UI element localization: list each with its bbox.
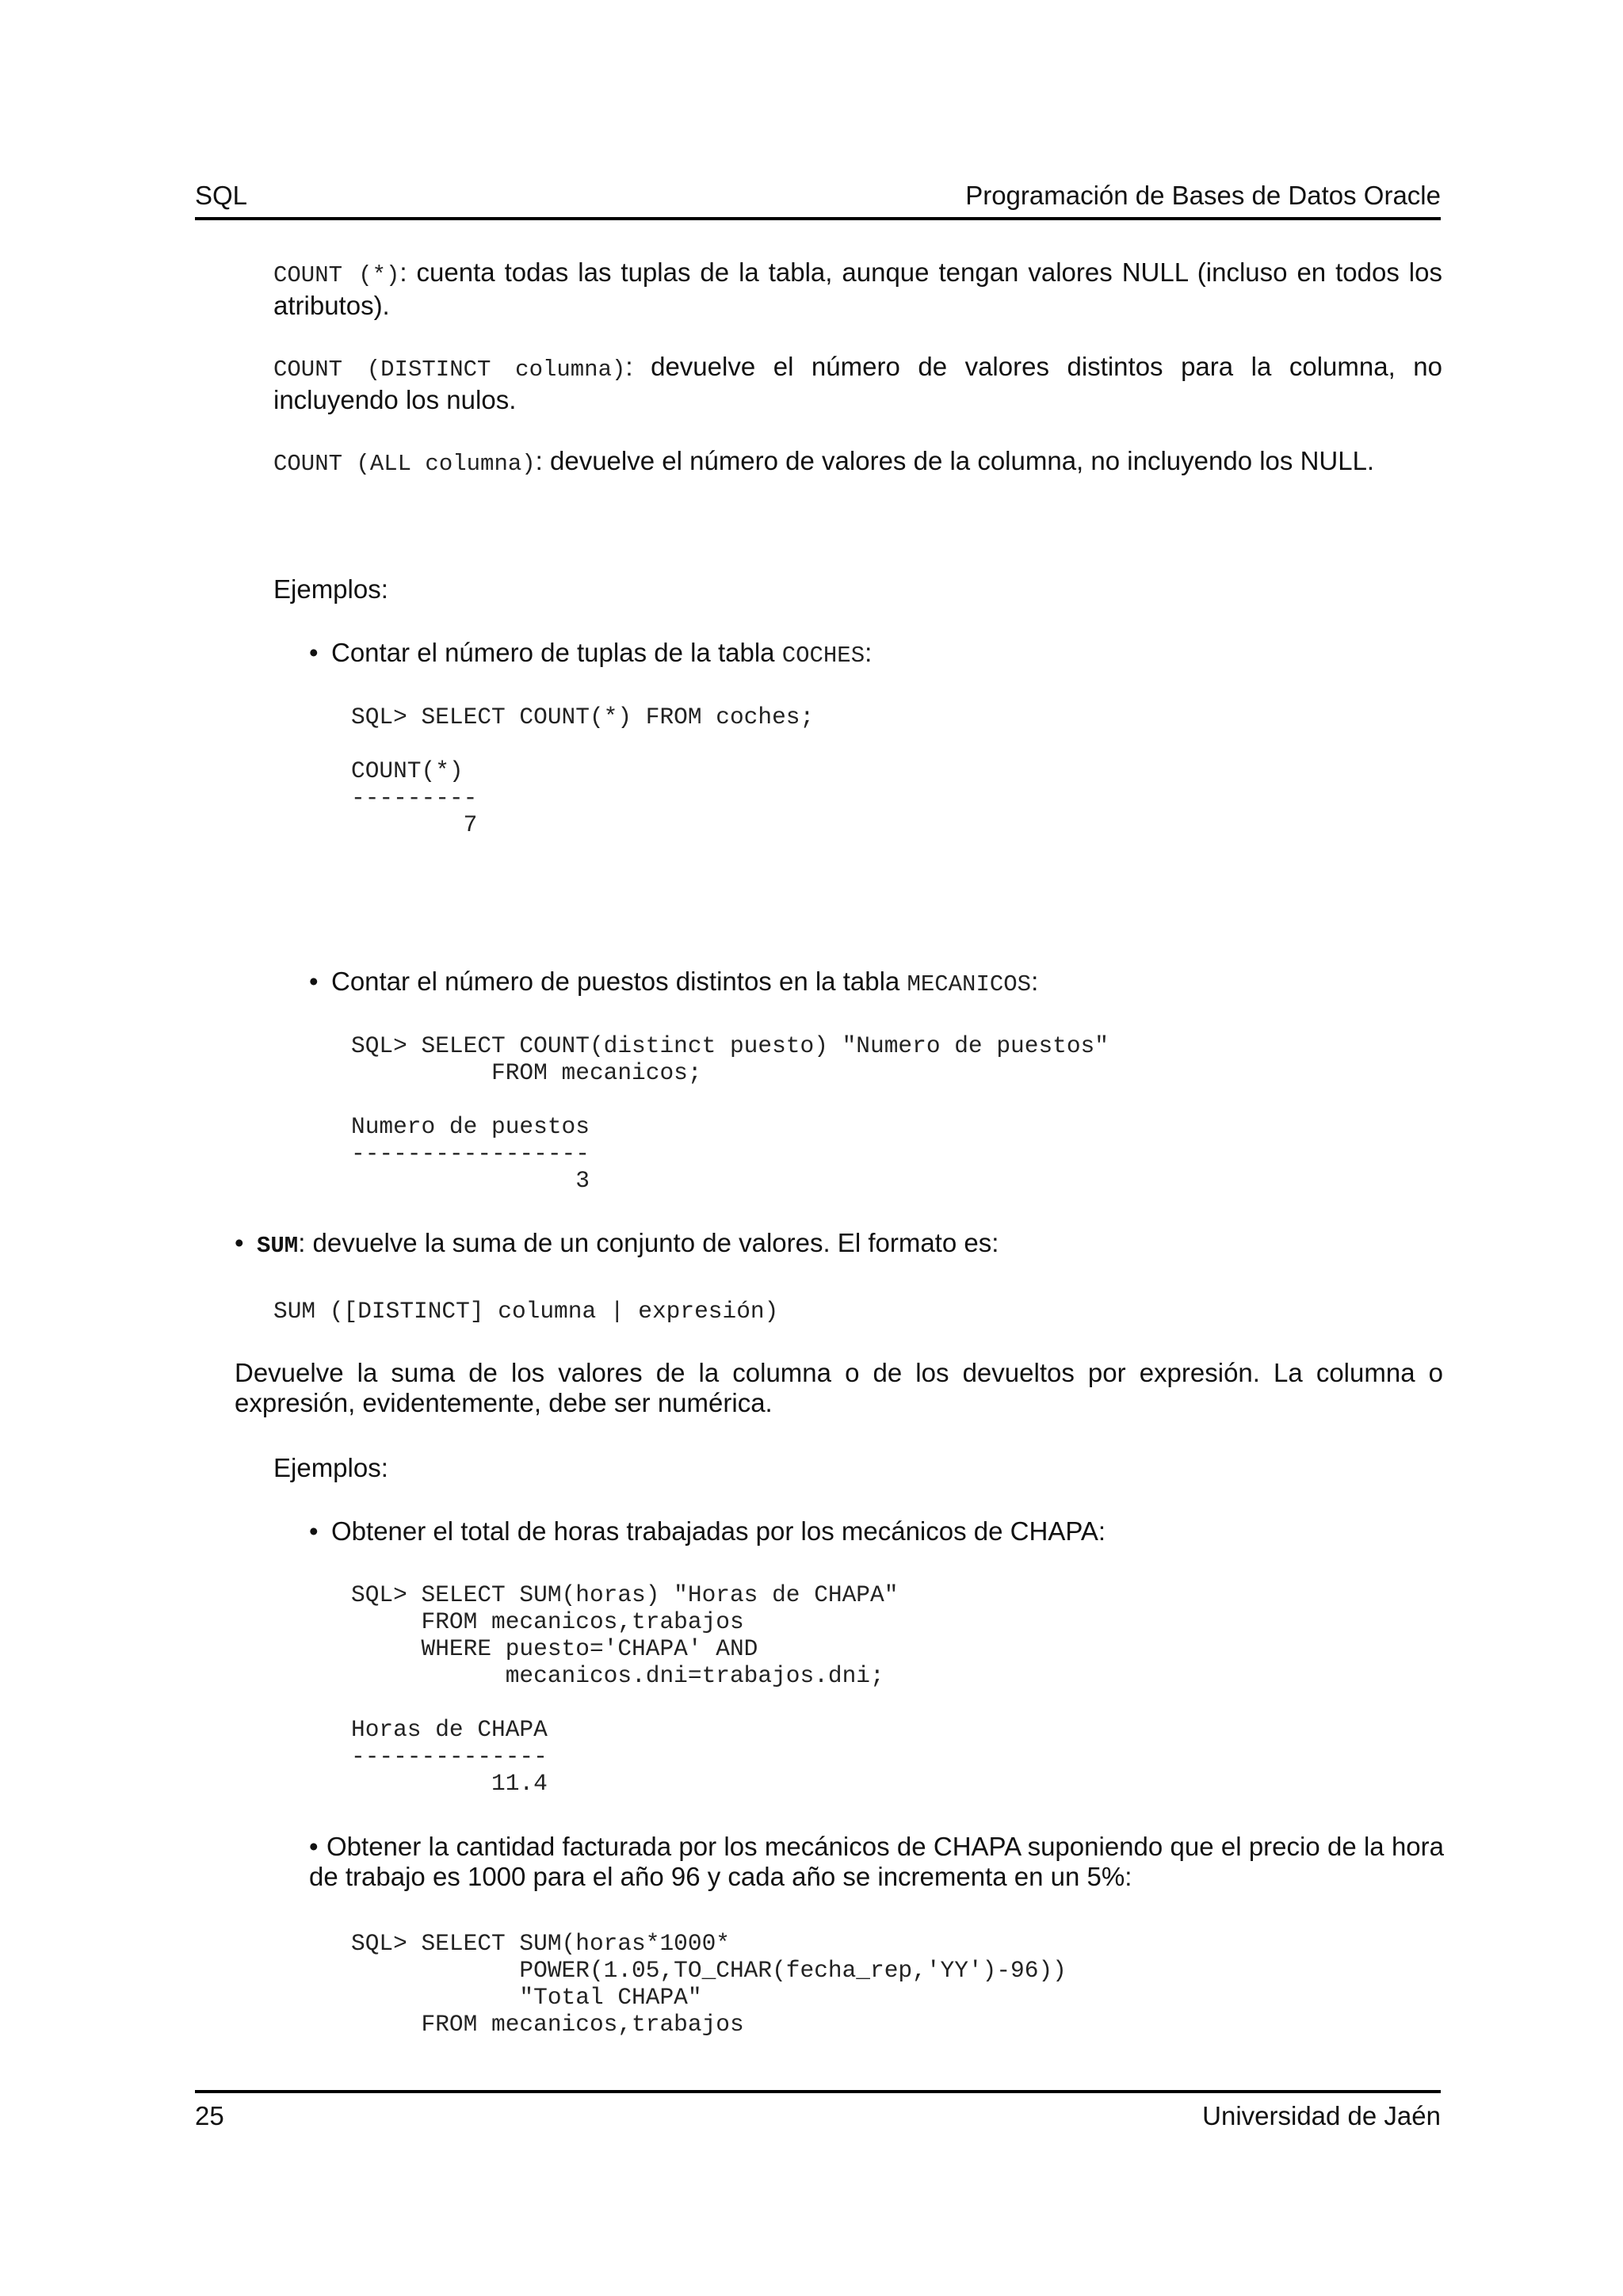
example-2-bullet: [309, 967, 1038, 1000]
sum-description-text: Devuelve la suma de los valores de la columna o de los devueltos por expresión. La columna o expresión, evidentemente, debe ser numérica.: [235, 1358, 1443, 1417]
example-2-table-name: MECANICOS: [907, 971, 1032, 997]
sum-description: [235, 1358, 1443, 1418]
page-number: 25: [195, 2101, 224, 2130]
bullet-icon: •: [235, 1228, 244, 1257]
count-def-3: [273, 446, 1442, 479]
example-1-result: COUNT(*) --------- 7: [351, 757, 478, 838]
example-4-text: Obtener la cantidad facturada por los mecánicos de CHAPA suponiendo que el precio de la hora de trabajo es 1000 para el año 96 y cada año se incrementa en un 5%:: [309, 1832, 1444, 1891]
footer-right: Universidad de Jaén: [1202, 2101, 1441, 2130]
examples-label: Ejemplos:: [273, 574, 388, 604]
example-3-text: Obtener el total de horas trabajadas por los mecánicos de CHAPA:: [331, 1516, 1106, 1546]
example-4-sql: SQL> SELECT SUM(horas*1000* POWER(1.05,TO_CHAR(fecha_rep,'YY')-96)) "Total CHAPA" FROM mecanicos,trabajos: [351, 1930, 1067, 2038]
count-def-code: COUNT (*): [273, 262, 400, 288]
count-def-text: : cuenta todas las tuplas de la tabla, aunque tengan valores NULL (incluso en todos los atributos).: [273, 257, 1442, 320]
sum-function-name: SUM: [257, 1233, 299, 1259]
count-def-2: [273, 352, 1442, 415]
example-2-sql: SQL> SELECT COUNT(distinct puesto) "Numero de puestos" FROM mecanicos;: [351, 1032, 1109, 1086]
bullet-icon: •: [309, 967, 319, 996]
count-def-text: : devuelve el número de valores de la columna, no incluyendo los NULL.: [535, 446, 1375, 475]
count-def-code: COUNT (ALL columna): [273, 451, 536, 477]
example-3-bullet: [309, 1516, 1106, 1547]
example-3-result: Horas de CHAPA -------------- 11.4: [351, 1716, 548, 1797]
examples-label: Ejemplos:: [273, 1453, 388, 1482]
page-header: [195, 176, 1441, 220]
example-2-text: Contar el número de puestos distintos en la tabla: [331, 967, 907, 996]
example-1-suffix: :: [865, 638, 873, 667]
bullet-icon: •: [309, 1832, 319, 1861]
sum-heading: [235, 1228, 999, 1261]
count-def-text: : devuelve el número de valores distintos para la columna, no incluyendo los nulos.: [273, 352, 1442, 414]
bullet-icon: •: [309, 1516, 319, 1546]
example-1-text: Contar el número de tuplas de la tabla: [331, 638, 782, 667]
example-3-sql: SQL> SELECT SUM(horas) "Horas de CHAPA" FROM mecanicos,trabajos WHERE puesto='CHAPA' AND mecanicos.dni=trabajos.dni;: [351, 1581, 899, 1689]
bullet-icon: •: [309, 638, 319, 667]
example-4-bullet: [309, 1832, 1444, 1892]
footer-rule: [195, 2090, 1441, 2093]
example-2-suffix: :: [1031, 967, 1039, 996]
header-right: Programación de Bases de Datos Oracle: [965, 181, 1441, 210]
sum-format: SUM ([DISTINCT] columna | expresión): [273, 1298, 779, 1325]
example-1-table-name: COCHES: [781, 643, 865, 669]
example-2-result: Numero de puestos ----------------- 3: [351, 1113, 590, 1194]
count-def-1: [273, 257, 1442, 321]
sum-text: : devuelve la suma de un conjunto de valores. El formato es:: [298, 1228, 999, 1257]
example-1-bullet: [309, 638, 872, 671]
count-def-code: COUNT (DISTINCT columna): [273, 357, 626, 383]
header-left: SQL: [195, 181, 248, 210]
example-1-sql: SQL> SELECT COUNT(*) FROM coches;: [351, 704, 815, 730]
